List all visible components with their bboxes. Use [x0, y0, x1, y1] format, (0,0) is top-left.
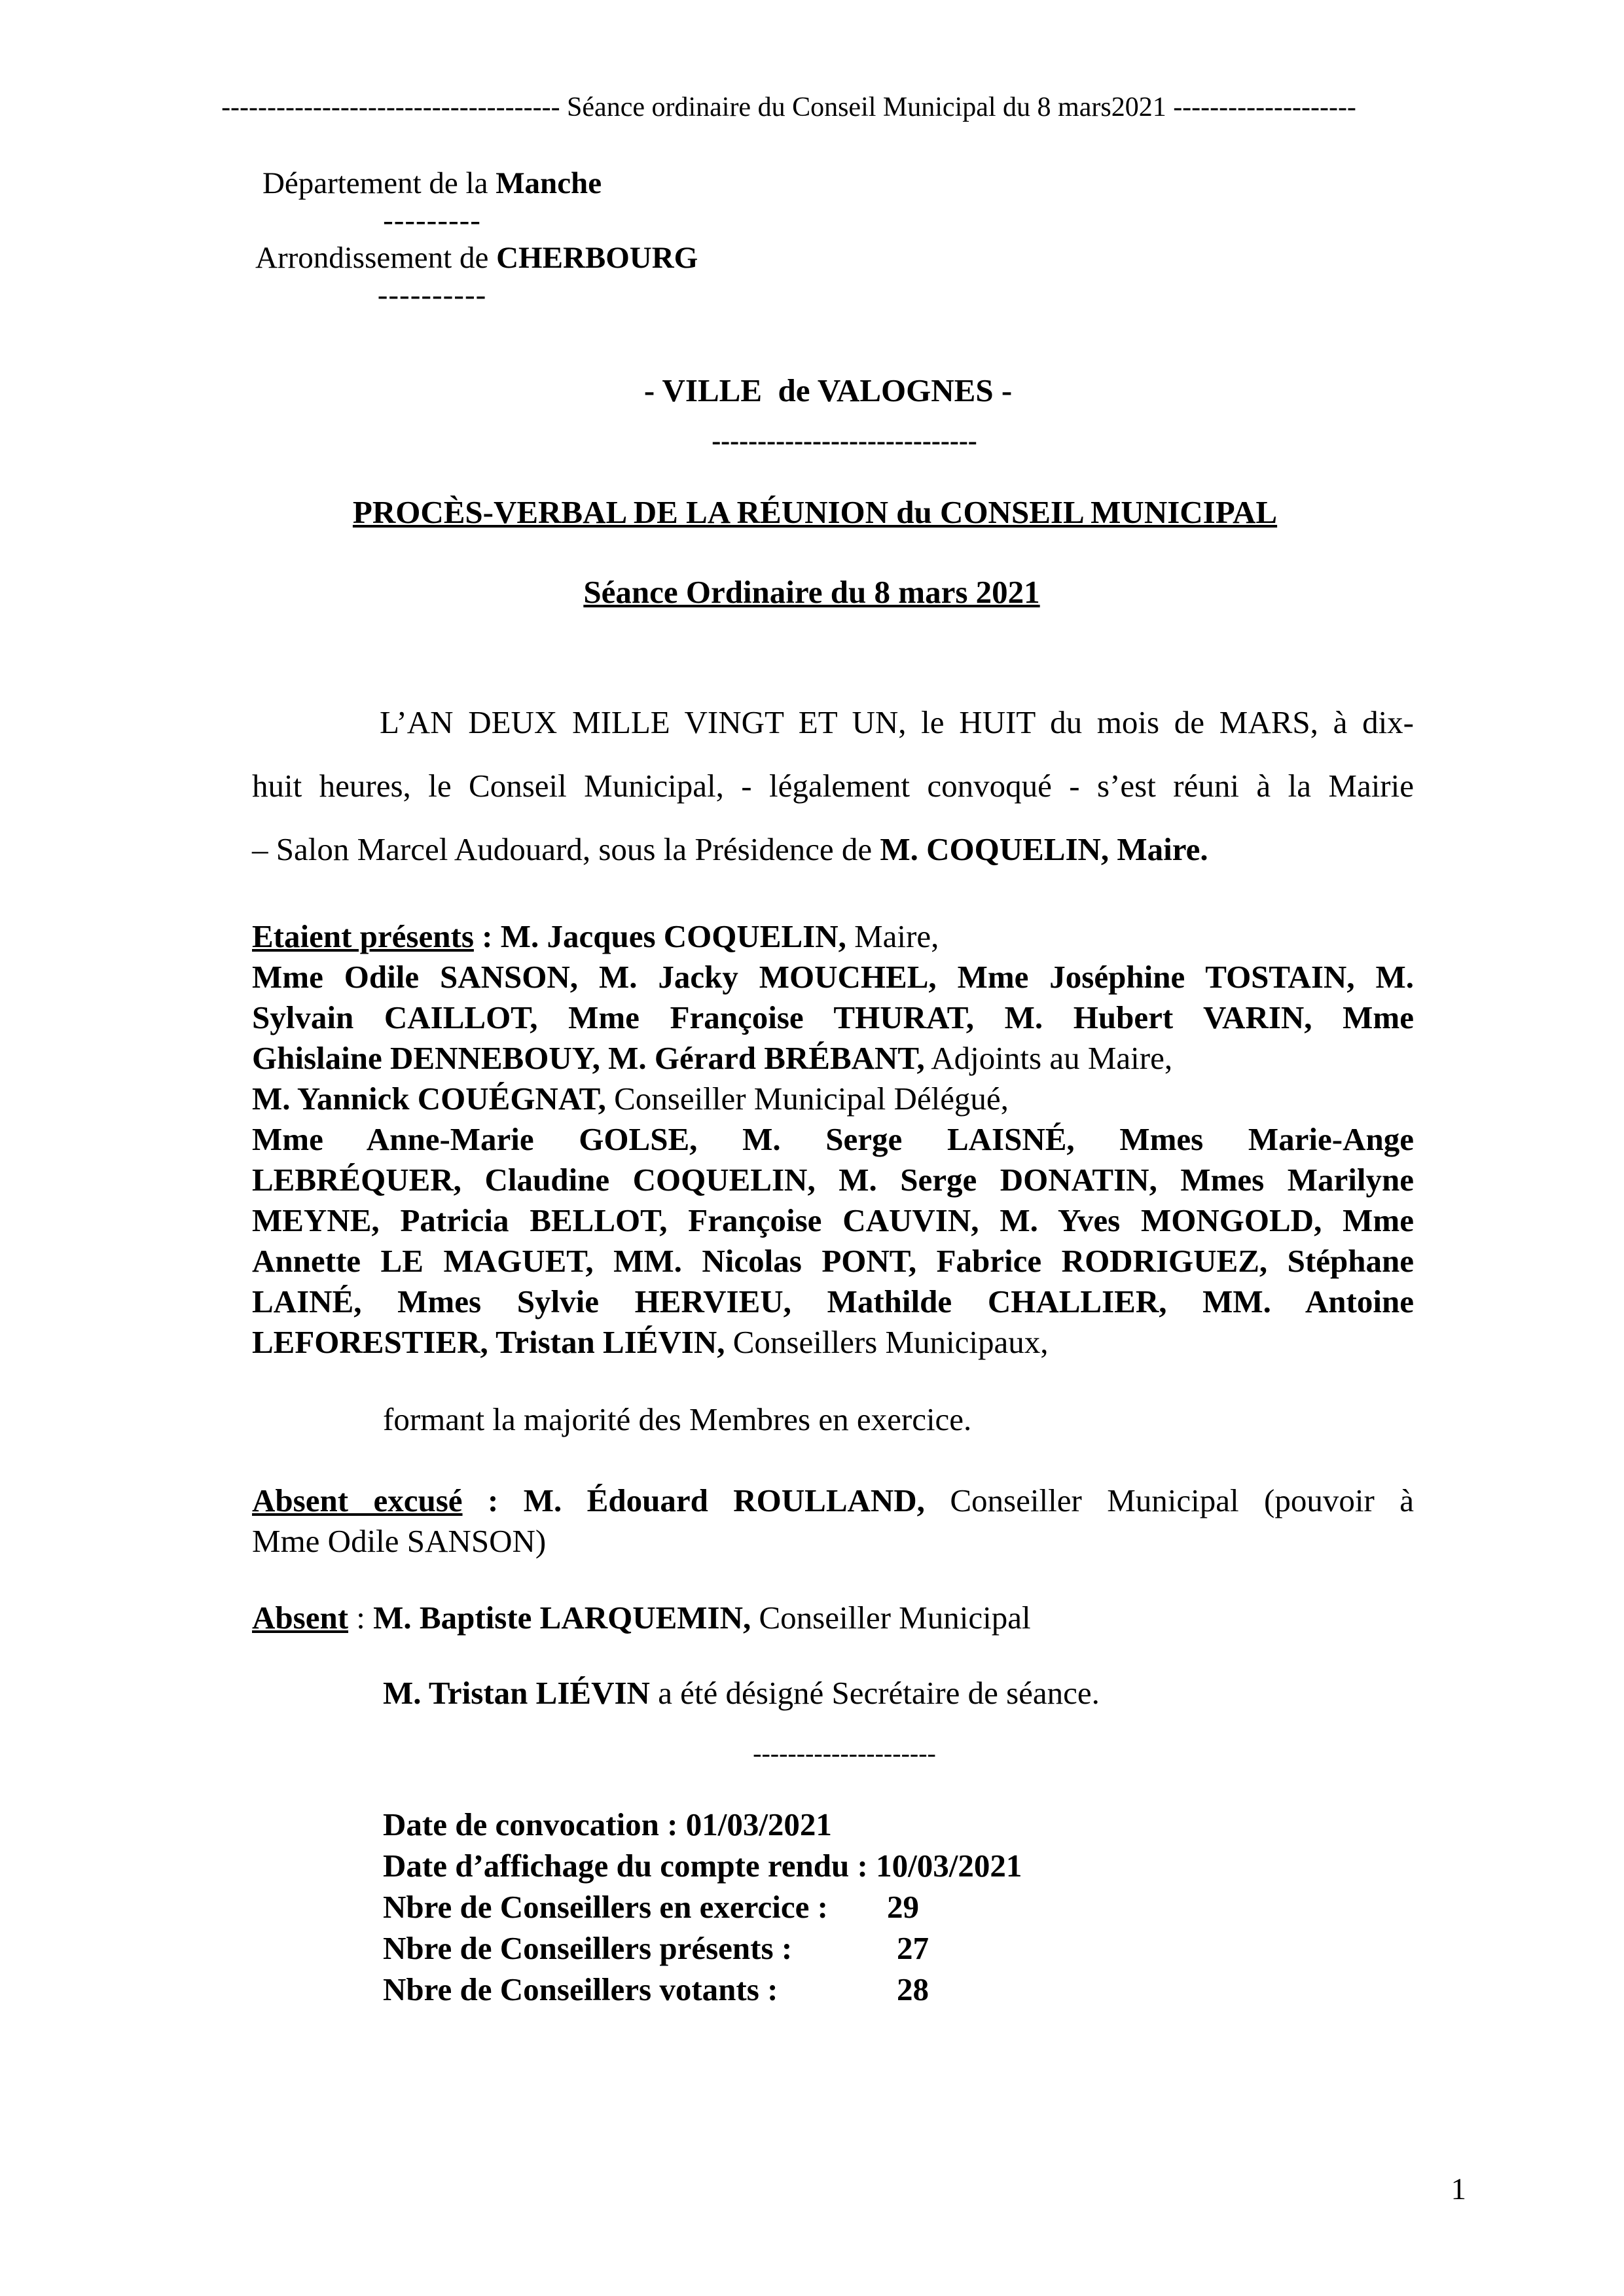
department-name: Manche: [496, 166, 602, 200]
department-block: [255, 165, 698, 314]
attendees-line-11: LEFORESTIER, Tristan LIÉVIN, Conseillers Municipaux,: [252, 1324, 1049, 1360]
absent-label: Absent: [252, 1600, 349, 1636]
arrondissement-line: [255, 240, 698, 277]
arrondissement-name: CHERBOURG: [496, 241, 698, 275]
quorum-statement: formant la majorité des Membres en exercice.: [383, 1401, 972, 1437]
arrondissement-prefix: Arrondissement de: [255, 241, 497, 275]
page-number: 1: [1451, 2172, 1466, 2206]
minutes-title: PROCÈS-VERBAL DE LA RÉUNION du CONSEIL MUNICIPAL: [352, 494, 1278, 530]
section-separator: ---------------------: [753, 1738, 936, 1768]
attendees-line-8: MEYNE, Patricia BELLOT, Françoise CAUVIN, M. Yves MONGOLD, Mme: [252, 1202, 1414, 1238]
document-page: ------------------------------------- Séance ordinaire du Conseil Municipal du 8 mars2021 -------------------- Département de la Manche --------- Arrondissement de CHERBOURG ---------- - VILLE de VALOGNES - ----------------------------- PROCÈS-VERBAL DE LA RÉUNION du CONSEIL MUNICIPAL Séance Ordinaire du 8 mars 2021 L’AN DEUX MILLE VINGT ET UN, le HUIT du mois de MARS, à dix- huit heures, le Conseil Municipal, - légalement convoqué - s’est réuni à la Mairie – Salon Marcel Audouard, sous la Présidence de M. COQUELIN, Maire. Etaient présents : M. Jacques COQUELIN, Maire, Mme Odile SANSON, M. Jacky MOUCHEL, Mme Joséphine TOSTAIN, M. Sylvain CAILLOT, Mme Françoise THURAT, M. Hubert VARIN, Mme Ghislaine DENNEBOUY, M. Gérard BRÉBANT, Adjoints au Maire, M. Yannick COUÉGNAT, Conseiller Municipal Délégué, Mme Anne-Marie GOLSE, M. Serge LAISNÉ, Mmes Marie-Ange LEBRÉQUER, Claudine COQUELIN, M. Serge DONATIN, Mmes Marilyne MEYNE, Patricia BELLOT, Françoise CAUVIN, M. Yves MONGOLD, Mme Annette LE MAGUET, MM. Nicolas PONT, Fabrice RODRIGUEZ, Stéphane LAINÉ, Mmes Sylvie HERVIEU, Mathilde CHALLIER, MM. Antoine LEFORESTIER, Tristan LIÉVIN, Conseillers Municipaux, formant la majorité des Membres en exercice. Absent excusé : M. Édouard ROULLAND, Conseiller Municipal (pouvoir à Mme Odile SANSON) Absent : M. Baptiste LARQUEMIN, Conseiller Municipal M. Tristan LIÉVIN a été désigné Secrétaire de séance. --------------------- Date de convocation : 01/03/2021 Date d’affichage du compte rendu : 10/03/2021 Nbre de Conseillers en exercice : 29 Nbre de Conseillers présents : 27 Nbre de Conseillers votants : 28 1: [0, 0, 1624, 2296]
opening-line-3: – Salon Marcel Audouard, sous la Présidence de M. COQUELIN, Maire.: [252, 831, 1208, 867]
attendees-label: Etaient présents: [252, 918, 474, 954]
opening-paragraph: [252, 691, 1414, 881]
excused-absent-line-1: Absent excusé : M. Édouard ROULLAND, Conseiller Municipal (pouvoir à: [252, 1482, 1414, 1518]
excused-absent-label: Absent excusé: [252, 1482, 463, 1518]
attendees-line-10: LAINÉ, Mmes Sylvie HERVIEU, Mathilde CHALLIER, MM. Antoine: [252, 1283, 1414, 1319]
absent-line: Absent : M. Baptiste LARQUEMIN, Conseiller Municipal: [252, 1600, 1031, 1636]
department-prefix: Département de la: [262, 166, 496, 200]
attendees-line-5: M. Yannick COUÉGNAT, Conseiller Municipal Délégué,: [252, 1081, 1009, 1117]
opening-line-2: huit heures, le Conseil Municipal, - légalement convoqué - s’est réuni à la Mairie: [252, 768, 1414, 804]
attendees-line-7: LEBRÉQUER, Claudine COQUELIN, M. Serge DONATIN, Mmes Marilyne: [252, 1162, 1414, 1198]
running-header: ------------------------------------- Séance ordinaire du Conseil Municipal du 8 mars2021 --------------------: [221, 92, 1356, 122]
department-separator: ---------: [383, 204, 481, 238]
department-line: [255, 165, 609, 202]
city-title: - VILLE de VALOGNES -: [643, 372, 1013, 408]
session-title: Séance Ordinaire du 8 mars 2021: [583, 574, 1040, 610]
city-separator: -----------------------------: [712, 426, 977, 456]
secretary-line: M. Tristan LIÉVIN a été désigné Secrétaire de séance.: [383, 1675, 1100, 1711]
attendees-line-9: Annette LE MAGUET, MM. Nicolas PONT, Fabrice RODRIGUEZ, Stéphane: [252, 1243, 1414, 1279]
mayor-name: M. COQUELIN, Maire.: [880, 831, 1208, 867]
excused-absent-paragraph: [252, 1480, 1414, 1562]
opening-line-1: L’AN DEUX MILLE VINGT ET UN, le HUIT du mois de MARS, à dix-: [380, 704, 1414, 740]
attendees-line-6: Mme Anne-Marie GOLSE, M. Serge LAISNÉ, Mmes Marie-Ange: [252, 1121, 1414, 1157]
attendees-line-4: Ghislaine DENNEBOUY, M. Gérard BRÉBANT, Adjoints au Maire,: [252, 1040, 1173, 1076]
arrondissement-separator: ----------: [377, 278, 487, 312]
attendees-paragraph: [252, 916, 1414, 1363]
secretary-name: M. Tristan LIÉVIN: [383, 1675, 650, 1711]
attendees-line-3: Sylvain CAILLOT, Mme Françoise THURAT, M. Hubert VARIN, Mme: [252, 999, 1414, 1035]
attendees-line-1: Etaient présents : M. Jacques COQUELIN, Maire,: [252, 918, 939, 954]
excused-absent-line-2: Mme Odile SANSON): [252, 1523, 547, 1559]
attendees-line-2: Mme Odile SANSON, M. Jacky MOUCHEL, Mme Joséphine TOSTAIN, M.: [252, 959, 1414, 995]
